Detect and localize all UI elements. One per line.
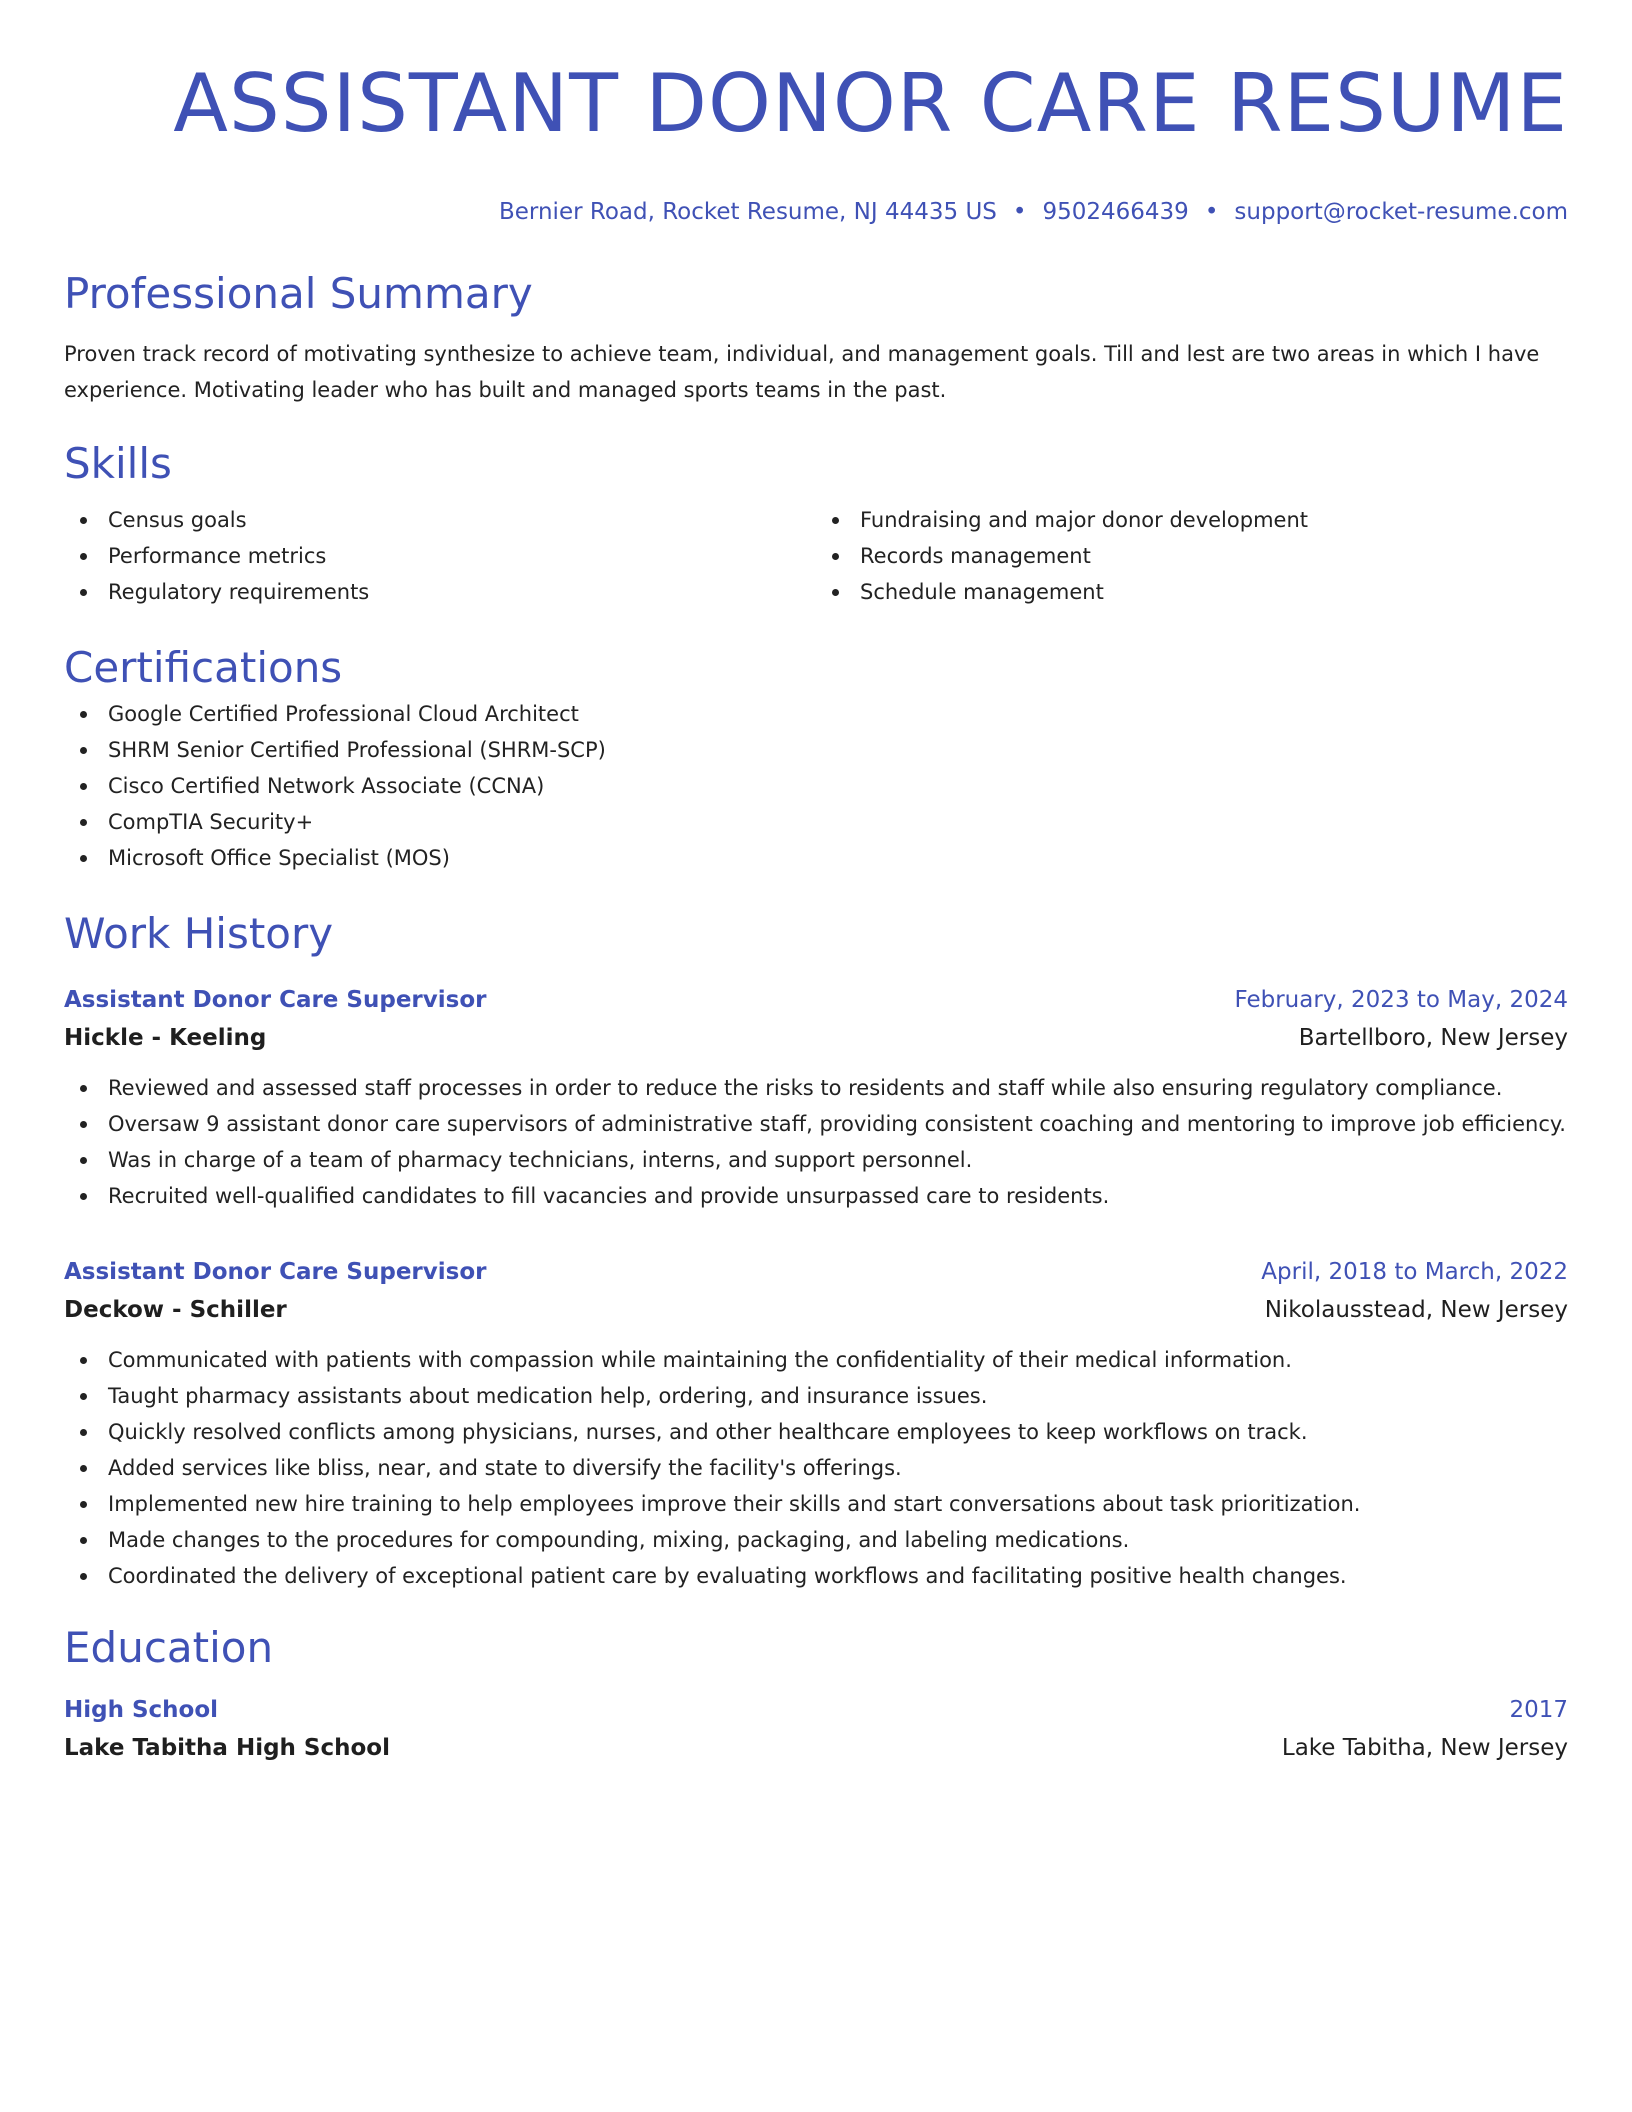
job-bullet: Oversaw 9 assistant donor care supervisors of administrative staff, providing consistent coaching and mentoring to improve job efficiency. bbox=[64, 1106, 1568, 1142]
education-degree: High School bbox=[64, 1697, 219, 1723]
contact-email: support@rocket-resume.com bbox=[1234, 199, 1568, 225]
work-history-heading: Work History bbox=[64, 909, 334, 958]
job-bullet: Implemented new hire training to help employees improve their skills and start conversations about task prioritization. bbox=[64, 1486, 1568, 1522]
skill-item: Fundraising and major donor development bbox=[816, 502, 1568, 538]
education-school-row bbox=[64, 1728, 1568, 1768]
job-header-row bbox=[64, 1254, 1568, 1290]
education-header-row bbox=[64, 1692, 1568, 1728]
contact-separator: • bbox=[1204, 199, 1219, 225]
job-location: Nikolausstead, New Jersey bbox=[1264, 1297, 1568, 1323]
contact-line bbox=[64, 196, 1568, 228]
certifications-list bbox=[64, 696, 1568, 876]
education-heading: Education bbox=[64, 1623, 274, 1672]
job-title: Assistant Donor Care Supervisor bbox=[64, 1259, 487, 1285]
summary-text: Proven track record of motivating synthesize to achieve team, individual, and management goals. Till and lest are two areas in which I have experience. Motivating leader who has built and managed sports teams in the past. bbox=[64, 342, 1540, 402]
contact-phone: 9502466439 bbox=[1042, 199, 1189, 225]
job-bullet: Made changes to the procedures for compounding, mixing, packaging, and labeling medications. bbox=[64, 1522, 1568, 1558]
skills-column-right bbox=[816, 502, 1568, 610]
certification-item: Google Certified Professional Cloud Architect bbox=[64, 696, 1568, 732]
education-year: 2017 bbox=[1509, 1697, 1568, 1723]
job-dates: February, 2023 to May, 2024 bbox=[1234, 987, 1568, 1013]
skill-item: Census goals bbox=[64, 502, 816, 538]
education-entry bbox=[64, 1692, 1568, 1768]
job-dates: April, 2018 to March, 2022 bbox=[1261, 1259, 1568, 1285]
certifications-heading: Certifications bbox=[64, 643, 343, 692]
job-bullet: Was in charge of a team of pharmacy technicians, interns, and support personnel. bbox=[64, 1142, 1568, 1178]
skills-list bbox=[64, 502, 1568, 610]
job-company-row bbox=[64, 1018, 1568, 1058]
job-title: Assistant Donor Care Supervisor bbox=[64, 987, 487, 1013]
job-bullet: Communicated with patients with compassion while maintaining the confidentiality of their medical information. bbox=[64, 1342, 1568, 1378]
job-bullet: Added services like bliss, near, and state to diversify the facility's offerings. bbox=[64, 1450, 1568, 1486]
job-company: Deckow - Schiller bbox=[64, 1297, 287, 1323]
job-header-row bbox=[64, 982, 1568, 1018]
job-entry bbox=[64, 1254, 1568, 1594]
job-entry bbox=[64, 982, 1568, 1214]
job-bullet: Taught pharmacy assistants about medication help, ordering, and insurance issues. bbox=[64, 1378, 1568, 1414]
job-bullet: Reviewed and assessed staff processes in order to reduce the risks to residents and staff while also ensuring regulatory compliance. bbox=[64, 1070, 1568, 1106]
job-location: Bartellboro, New Jersey bbox=[1298, 1025, 1568, 1051]
job-bullets bbox=[64, 1342, 1568, 1594]
education-school: Lake Tabitha High School bbox=[64, 1735, 390, 1761]
certification-item: Cisco Certified Network Associate (CCNA) bbox=[64, 768, 1568, 804]
skill-item: Regulatory requirements bbox=[64, 574, 816, 610]
certification-item: Microsoft Office Specialist (MOS) bbox=[64, 840, 1568, 876]
certification-item: SHRM Senior Certified Professional (SHRM-SCP) bbox=[64, 732, 1568, 768]
skill-item: Performance metrics bbox=[64, 538, 816, 574]
certification-item: CompTIA Security+ bbox=[64, 804, 1568, 840]
contact-separator: • bbox=[1012, 199, 1027, 225]
job-company: Hickle - Keeling bbox=[64, 1025, 267, 1051]
job-bullet: Quickly resolved conflicts among physicians, nurses, and other healthcare employees to keep workflows on track. bbox=[64, 1414, 1568, 1450]
job-company-row bbox=[64, 1290, 1568, 1330]
education-location: Lake Tabitha, New Jersey bbox=[1281, 1735, 1568, 1761]
job-bullets bbox=[64, 1070, 1568, 1214]
skill-item: Records management bbox=[816, 538, 1568, 574]
skills-heading: Skills bbox=[64, 439, 172, 488]
skills-column-left bbox=[64, 502, 816, 610]
job-bullet: Recruited well-qualified candidates to fill vacancies and provide unsurpassed care to residents. bbox=[64, 1178, 1568, 1214]
skill-item: Schedule management bbox=[816, 574, 1568, 610]
summary-heading: Professional Summary bbox=[64, 269, 533, 318]
contact-address: Bernier Road, Rocket Resume, NJ 44435 US bbox=[499, 199, 997, 225]
resume-title: ASSISTANT DONOR CARE RESUME bbox=[173, 57, 1568, 150]
job-bullet: Coordinated the delivery of exceptional patient care by evaluating workflows and facilitating positive health changes. bbox=[64, 1558, 1568, 1594]
